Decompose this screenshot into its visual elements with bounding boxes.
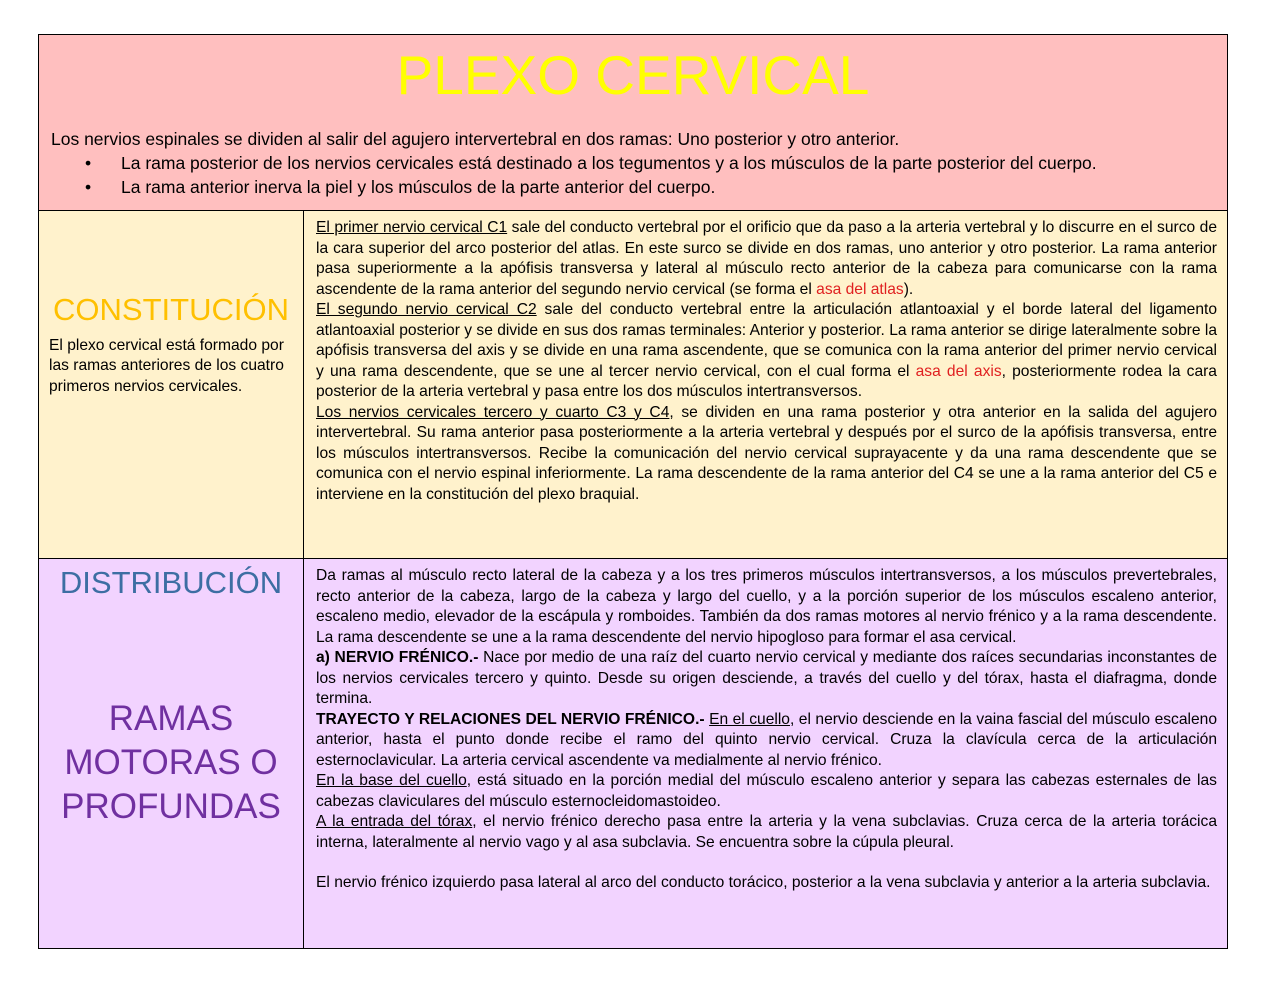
trayecto-paragraph xyxy=(316,710,1217,772)
paragraph-spacer xyxy=(316,853,1217,873)
base-cuello-text: , está situado en la porción medial del músculo escaleno anterior y separa las cabezas esternales de las cabezas claviculares del músculo esternocleidomastoideo. xyxy=(316,772,1217,810)
constitucion-title: CONSTITUCIÓN xyxy=(53,291,289,327)
c1-paragraph xyxy=(316,218,1217,300)
torax-label: A la entrada del tórax xyxy=(316,813,473,830)
c3-c4-text: , se dividen en una rama posterior y otra anterior en la salida del agujero intervertebral. Su rama anterior pasa posteriormente a la arteria vertebral y después por el surco de la apófisis transversa, entre los músculos intertransversos. Recibe la comunicación del nervio cervical suprayacente y da una rama descendente que se comunica con el nervio espinal inferiormente. La rama descendente de la rama anterior del C4 se une a la rama anterior del C5 e interviene en la constitución del plexo braquial. xyxy=(316,403,1218,503)
constitucion-row xyxy=(39,211,1227,559)
base-cuello-label: En la base del cuello xyxy=(316,772,467,789)
base-cuello-paragraph xyxy=(316,771,1217,812)
c2-text: sale del conducto vertebral entre la articulación atlantoaxial y el borde lateral del ligamento atlantoaxial posterior y se divide en sus dos ramas terminales: Anterior y posterior. La rama anterior se dirige lateralmente sobre la apófisis transversa del axis y se divide en una rama ascendente, que se comunica con la rama anterior del primer nervio cervical y una rama descendente, que se une al tercer nervio cervical, con el cual forma el xyxy=(316,301,1218,380)
header-section xyxy=(39,35,1227,211)
torax-paragraph xyxy=(316,812,1217,853)
c3-c4-heading: Los nervios cervicales tercero y cuarto C3 y C4 xyxy=(316,403,670,421)
cuello-label: En el cuello xyxy=(709,710,790,728)
cuello-text: , el nervio desciende en la vaina fascial del músculo escaleno anterior, hasta el punto donde recibe el ramo del quinto nervio cervical. Cruza la clavícula cerca de la articulación esternoclavicular. La arteria cervical ascendente va medialmente al nervio frénico. xyxy=(316,710,1217,769)
bullet-text: La rama anterior inerva la piel y los músculos de la parte anterior del cuerpo. xyxy=(121,177,716,197)
constitucion-description: El plexo cervical está formado por las ramas anteriores de los cuatro primeros nervios cervicales. xyxy=(49,336,284,395)
trayecto-heading: TRAYECTO Y RELACIONES DEL NERVIO FRÉNICO.- xyxy=(316,710,705,728)
bullet-item-posterior xyxy=(85,151,1215,175)
distribucion-title: DISTRIBUCIÓN xyxy=(59,565,283,600)
bullet-dot-icon: • xyxy=(85,177,92,197)
asa-del-atlas-highlight: asa del atlas xyxy=(816,280,904,298)
page-title: PLEXO CERVICAL xyxy=(396,44,870,106)
c2-text-end: , posteriormente rodea la cara posterior de la arteria vertebral y pasa entre los dos músculos intertransversos. xyxy=(316,362,1217,400)
bullet-dot-icon: • xyxy=(85,153,92,173)
c1-heading: El primer nervio cervical C1 xyxy=(316,219,508,236)
plexo-cervical-table xyxy=(38,34,1228,949)
frenico-text: Nace por medio de una raíz del cuarto nervio cervical y mediante dos raíces secundarias inconstantes de los nervios cervicales tercero y quinto. Desde su origen desciende, a través del cuello y del tórax, hasta el diafragma, donde termina. xyxy=(316,649,1217,707)
bullet-text: La rama posterior de los nervios cervicales está destinado a los tegumentos y a los músculos de la parte posterior del cuerpo. xyxy=(121,153,1097,173)
distribucion-content-cell xyxy=(304,559,1227,948)
constitucion-content-cell xyxy=(304,211,1227,558)
distribucion-intro: Da ramas al músculo recto lateral de la cabeza y a los tres primeros músculos intertransversos, a los músculos prevertebrales, recto anterior de la cabeza, largo de la cabeza y largo del cuello, y a la porción superior de los músculos escaleno anterior, escaleno medio, elevador de la escápula y romboides. También da dos ramas motores al nervio frénico y a la rama descendente. La rama descendente se une a la rama descendente del nervio hipogloso para formar el asa cervical. xyxy=(316,567,1217,646)
c2-heading: El segundo nervio cervical C2 xyxy=(316,301,537,318)
frenico-izquierdo-paragraph: El nervio frénico izquierdo pasa lateral al arco del conducto torácico, posterior a la vena subclavia y anterior a la arteria subclavia. xyxy=(316,874,1211,891)
frenico-heading: a) NERVIO FRÉNICO.- xyxy=(316,649,479,666)
constitucion-label-cell xyxy=(39,211,304,558)
intro-text: Los nervios espinales se dividen al salir del agujero intervertebral en dos ramas: Uno posterior y otro anterior. xyxy=(51,129,900,149)
bullet-item-anterior xyxy=(85,175,1215,199)
torax-text: , el nervio frénico derecho pasa entre la arteria y la vena subclavias. Cruza cerca de la arteria torácica interna, lateralmente al nervio vago y al asa subclavia. Se encuentra sobre la cúpula pleural. xyxy=(316,813,1217,851)
ramas-motoras-title: RAMAS MOTORAS O PROFUNDAS xyxy=(61,699,281,826)
distribucion-label-cell xyxy=(39,559,304,948)
intro-bullet-list xyxy=(51,151,1215,199)
distribucion-row xyxy=(39,559,1227,948)
c2-paragraph xyxy=(316,300,1217,403)
asa-del-axis-highlight: asa del axis xyxy=(915,362,1002,380)
frenico-paragraph xyxy=(316,648,1217,710)
c3-c4-paragraph xyxy=(316,403,1217,506)
c1-text-end: ). xyxy=(903,280,914,298)
c1-text: sale del conducto vertebral por el orificio que da paso a la arteria vertebral y lo discurre en el surco de la cara superior del arco posterior del atlas. En este surco se divide en dos ramas, uno anterior y otro posterior. La rama anterior pasa superiormente a la apófisis transversa y lateral al músculo recto anterior de la cabeza para comunicarse con la rama ascendente de la rama anterior del segundo nervio cervical (se forma el xyxy=(316,219,1217,298)
